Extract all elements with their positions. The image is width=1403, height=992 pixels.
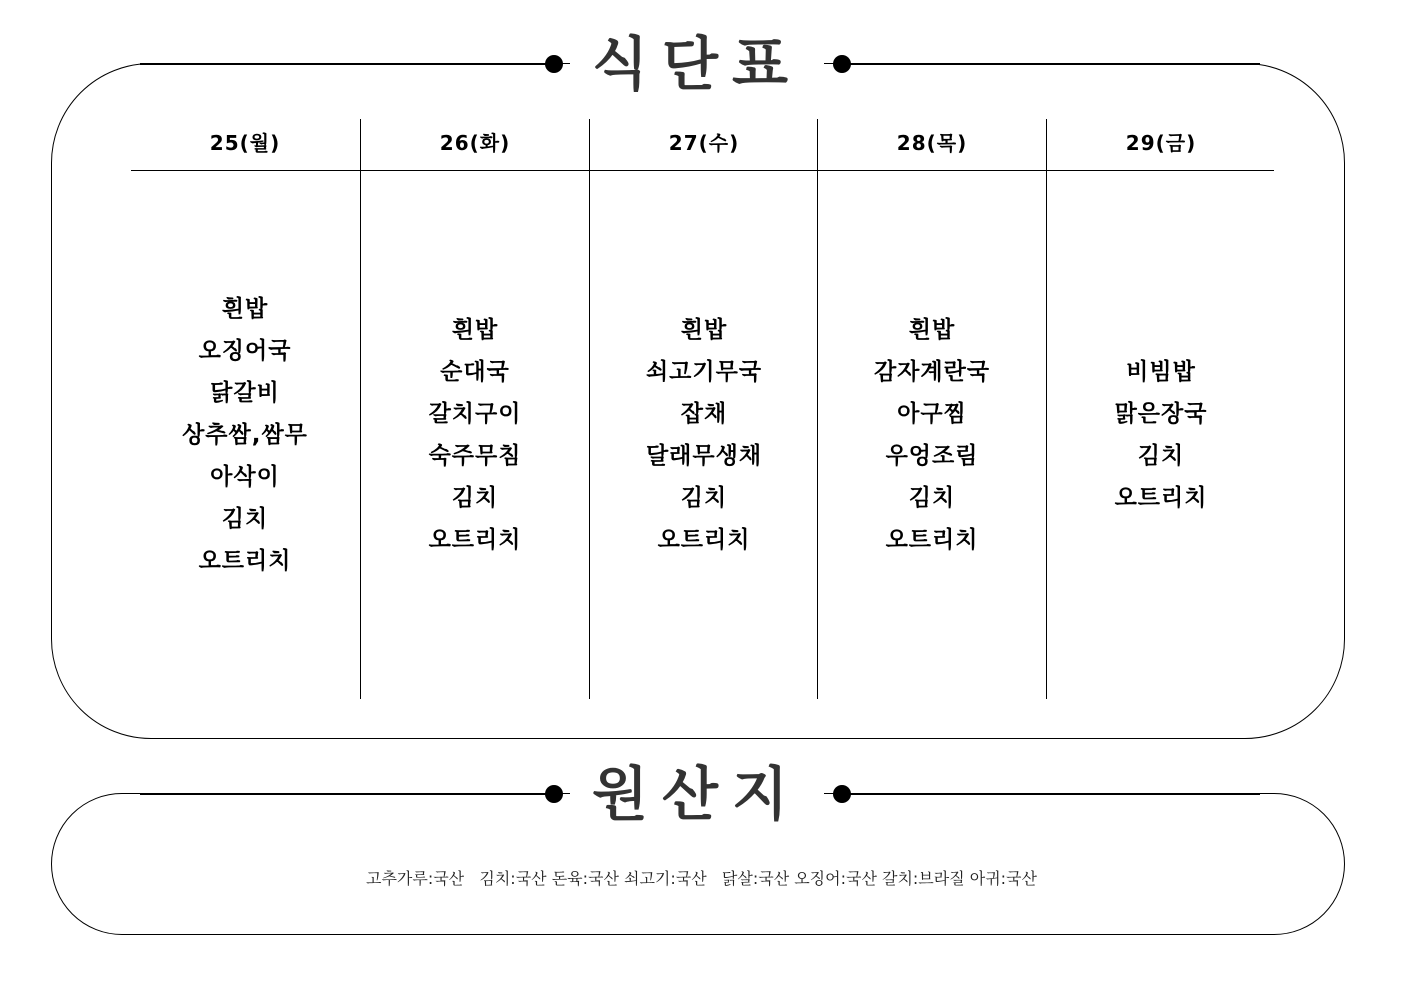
dish-item: 순대국 [440,359,510,385]
dish-item: 오트리치 [428,527,522,553]
dish-item: 오트리치 [885,527,979,553]
dish-list [590,171,818,699]
title-line-left [140,63,554,65]
title-line-right [842,793,1260,795]
day-header: 29(금) [1125,131,1197,155]
dish-item: 감자계란국 [873,359,991,385]
dish-item: 상추쌈,쌈무 [182,422,308,448]
origin-title: 원산지 [570,754,824,834]
day-column-fri [1047,119,1275,699]
dish-item: 김치 [1137,443,1185,469]
dish-item: 숙주무침 [428,443,522,469]
day-column-thu [818,119,1046,699]
dish-item: 김치 [451,485,499,511]
dish-item: 달래무생채 [645,443,763,469]
dish-list [818,171,1046,699]
dish-item: 김치 [908,485,956,511]
dish-item: 아구찜 [897,401,967,427]
day-column-wed [590,119,818,699]
day-header: 28(목) [896,131,968,155]
dish-item: 맑은장국 [1114,401,1208,427]
dish-item: 흰밥 [451,317,499,343]
day-column-mon [131,119,359,699]
dish-item: 오트리치 [657,527,751,553]
title-dot-left [545,55,563,73]
dish-list [361,171,589,699]
title-line-right [842,63,1260,65]
dish-item: 닭갈비 [210,380,280,406]
dish-item: 오트리치 [1114,485,1208,511]
dish-item: 오징어국 [198,338,292,364]
dish-item: 오트리치 [198,548,292,574]
origin-title-bar [0,754,1403,834]
dish-list [131,171,359,699]
dish-item: 김치 [221,506,269,532]
dish-item: 비빔밥 [1126,359,1196,385]
day-header: 27(수) [668,131,740,155]
dish-item: 흰밥 [908,317,956,343]
dish-item: 우엉조림 [885,443,979,469]
day-header: 25(월) [209,131,281,155]
dish-item: 흰밥 [680,317,728,343]
menu-title-bar [0,24,1403,104]
dish-item: 쇠고기무국 [645,359,763,385]
dish-item: 김치 [680,485,728,511]
menu-title: 식단표 [570,24,824,104]
dish-list [1047,171,1275,699]
title-dot-right [833,55,851,73]
title-dot-left [545,785,563,803]
dish-item: 흰밥 [221,296,269,322]
title-dot-right [833,785,851,803]
day-header: 26(화) [439,131,511,155]
dish-item: 잡채 [680,401,728,427]
dish-item: 갈치구이 [428,401,522,427]
day-column-tue [361,119,589,699]
dish-item: 아삭이 [210,464,280,490]
origin-list: 고추가루:국산 김치:국산 돈육:국산 쇠고기:국산 닭살:국산 오징어:국산 갈치:브라질 아귀:국산 [366,869,1037,888]
title-line-left [140,793,554,795]
